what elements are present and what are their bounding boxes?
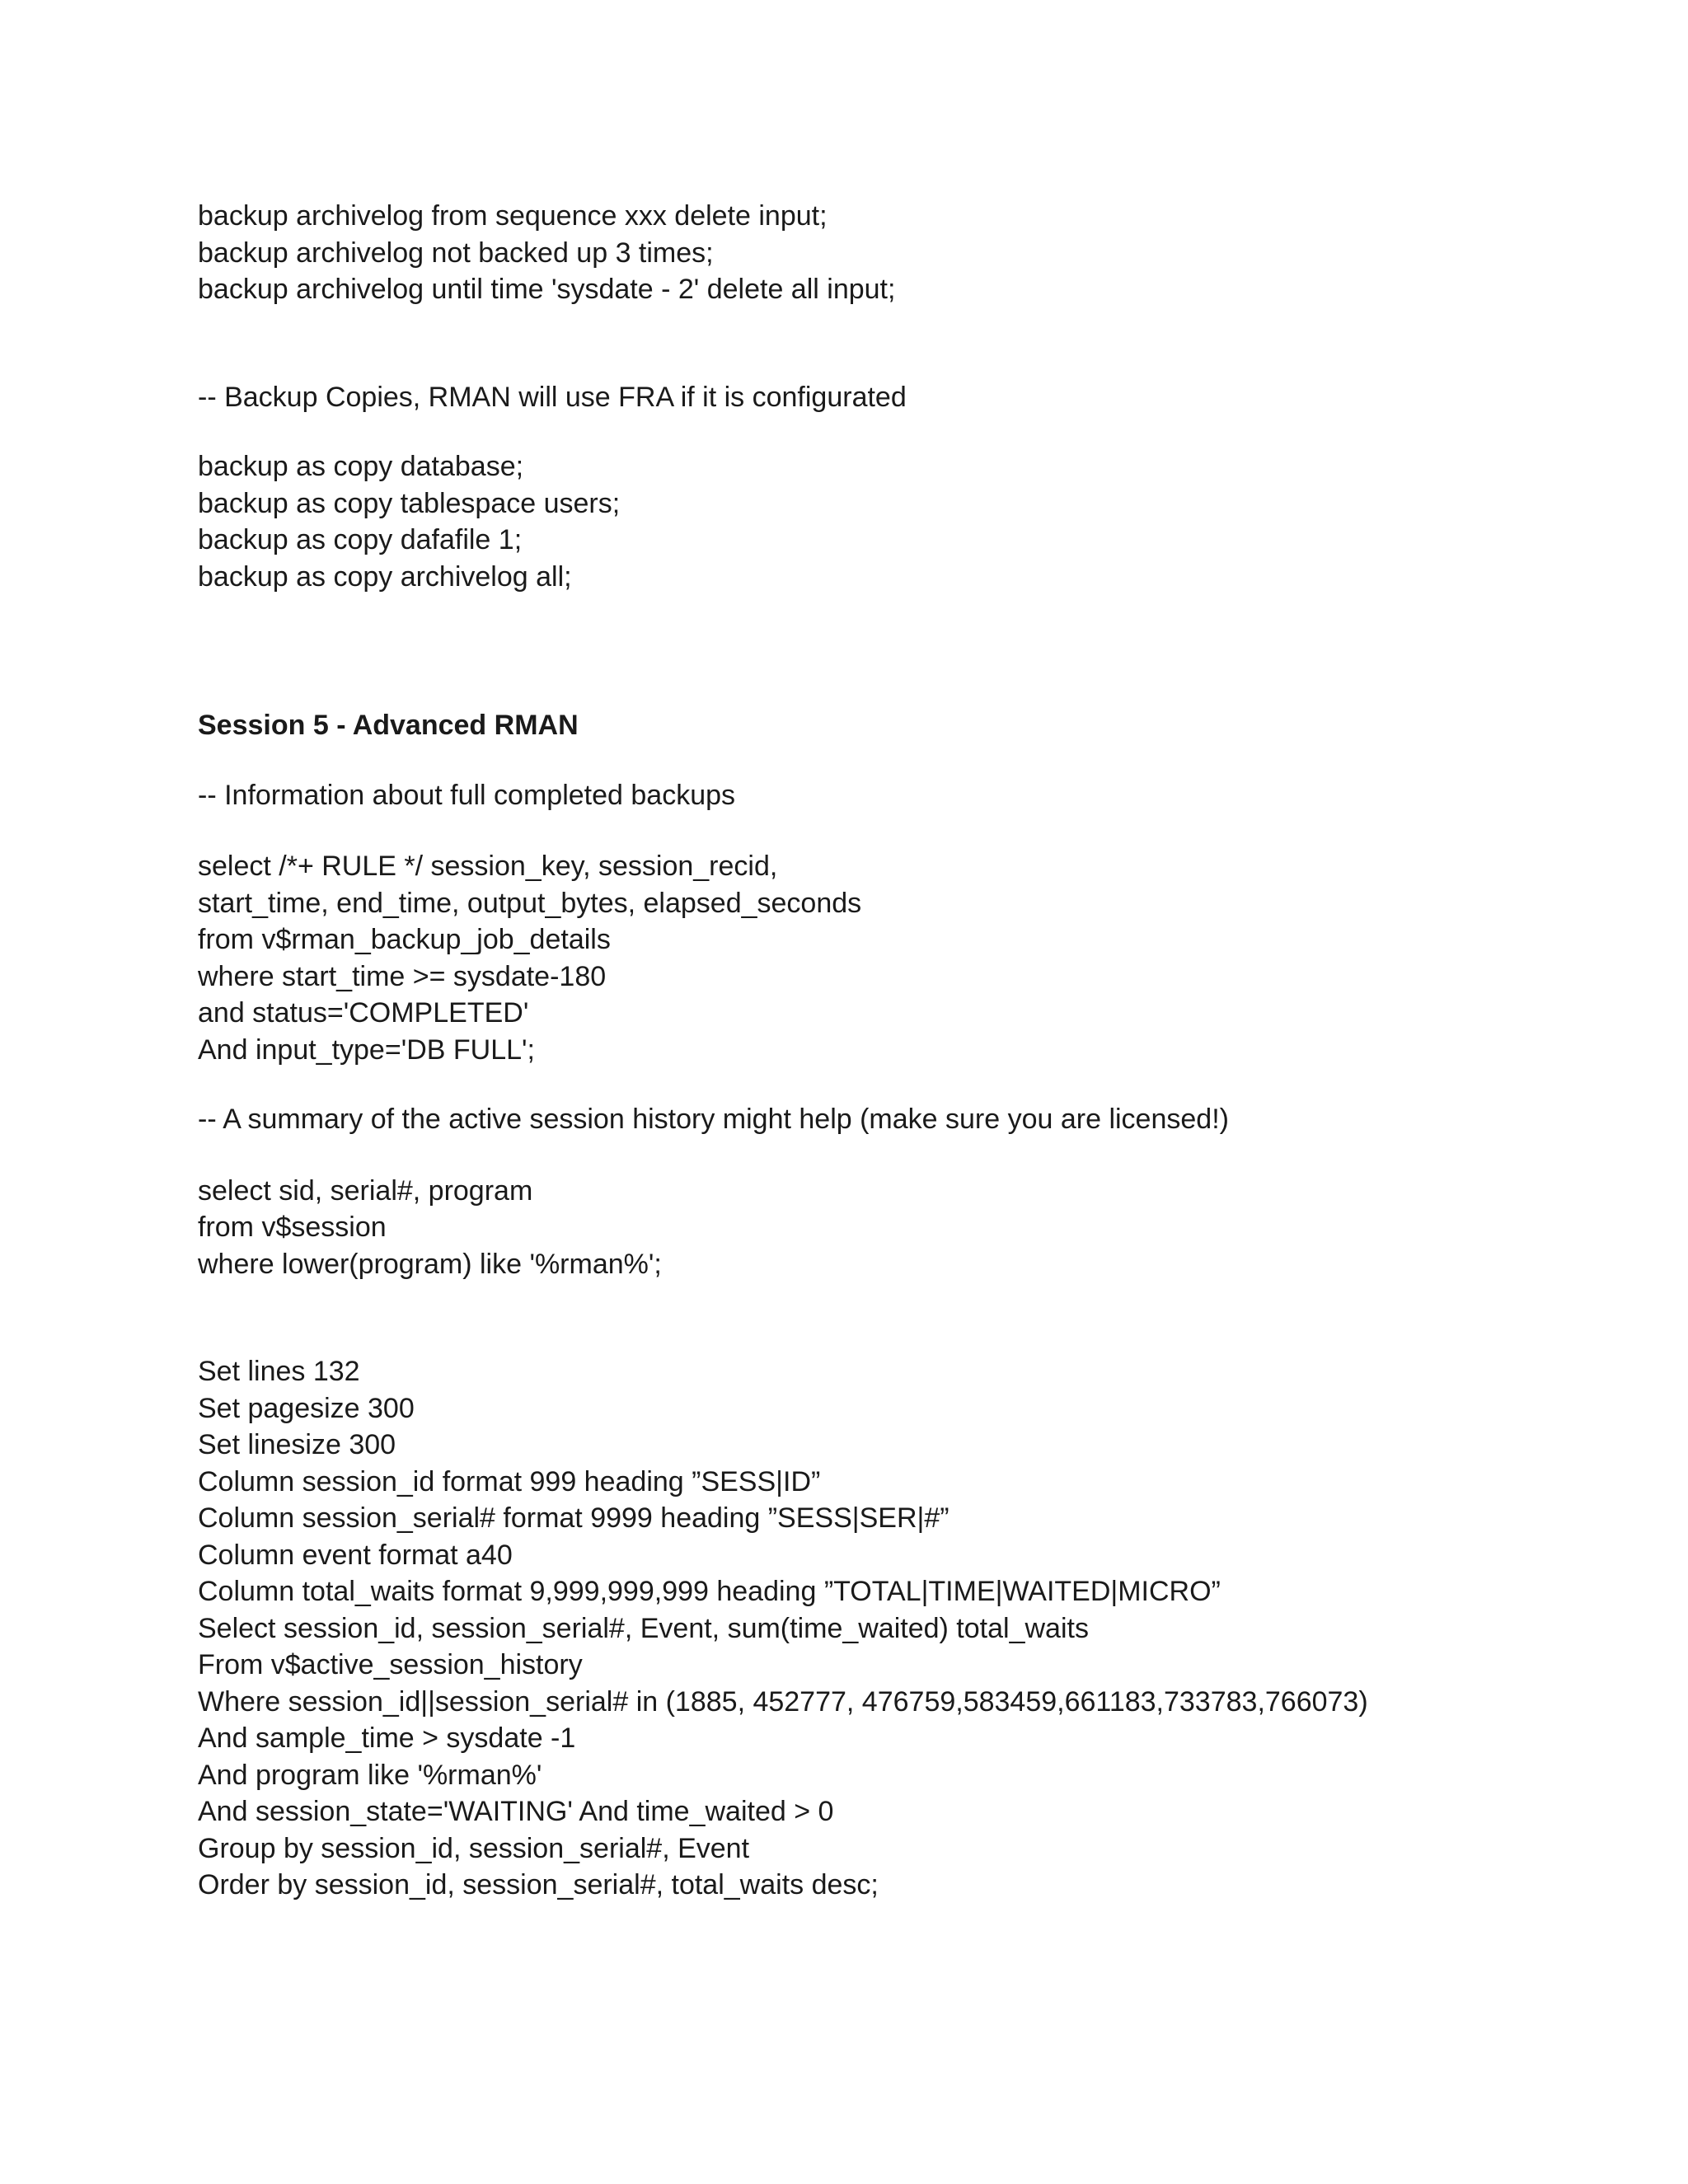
code-line: from v$rman_backup_job_details (198, 924, 611, 955)
code-line: Set lines 132 (198, 1356, 360, 1387)
comment-backup-copies: -- Backup Copies, RMAN will use FRA if it is configurated (198, 381, 907, 413)
comment-full-backups: -- Information about full completed backups (198, 779, 736, 811)
code-line: select sid, serial#, program (198, 1174, 533, 1207)
document-content (198, 198, 1599, 1904)
code-line: backup archivelog until time 'sysdate - 2' delete all input; (198, 274, 896, 305)
code-line: Column event format a40 (198, 1539, 513, 1571)
code-line: And input_type='DB FULL'; (198, 1033, 535, 1066)
code-line: backup as copy archivelog all; (198, 560, 572, 593)
code-line: backup as copy database; (198, 451, 524, 482)
code-line: Column session_id format 999 heading ”SESS|ID” (198, 1465, 821, 1497)
code-line: where lower(program) like '%rman%'; (198, 1248, 662, 1280)
code-line: And sample_time > sysdate -1 (198, 1722, 576, 1754)
code-line: Column session_serial# format 9999 heading ”SESS|SER|#” (198, 1502, 950, 1534)
code-line: From v$active_session_history (198, 1649, 583, 1680)
code-line: start_time, end_time, output_bytes, elapsed_seconds (198, 887, 862, 919)
archivelog-backup-block (198, 198, 1599, 308)
ash-summary-script (198, 1353, 1599, 1904)
code-line: where start_time >= sysdate-180 (198, 960, 607, 992)
code-line: Column total_waits format 9,999,999,999 heading ”TOTAL|TIME|WAITED|MICRO” (198, 1576, 1221, 1607)
code-line: select /*+ RULE */ session_key, session_recid, (198, 851, 778, 882)
backup-copy-block (198, 448, 1599, 595)
code-line: from v$session (198, 1212, 387, 1243)
code-line: Order by session_id, session_serial#, total_waits desc; (198, 1869, 879, 1900)
full-backups-query (198, 848, 1599, 1068)
code-line: Group by session_id, session_serial#, Event (198, 1832, 750, 1864)
code-line: Where session_id||session_serial# in (1885, 452777, 476759,583459,661183,733783,766073) (198, 1685, 1368, 1718)
code-line: backup as copy dafafile 1; (198, 524, 523, 555)
code-line: And session_state='WAITING' And time_waited > 0 (198, 1796, 834, 1827)
code-line: and status='COMPLETED' (198, 997, 529, 1029)
code-line: And program like '%rman%' (198, 1759, 542, 1791)
code-line: backup archivelog from sequence xxx delete input; (198, 200, 828, 232)
code-line: backup as copy tablespace users; (198, 487, 621, 519)
session-query (198, 1173, 1599, 1283)
code-line: Set linesize 300 (198, 1429, 396, 1460)
comment-active-session-history: -- A summary of the active session history might help (make sure you are licensed!) (198, 1104, 1229, 1135)
code-line: Select session_id, session_serial#, Event, sum(time_waited) total_waits (198, 1612, 1089, 1644)
code-line: Set pagesize 300 (198, 1392, 415, 1424)
code-line: backup archivelog not backed up 3 times; (198, 237, 714, 269)
section-heading: Session 5 - Advanced RMAN (198, 710, 579, 741)
